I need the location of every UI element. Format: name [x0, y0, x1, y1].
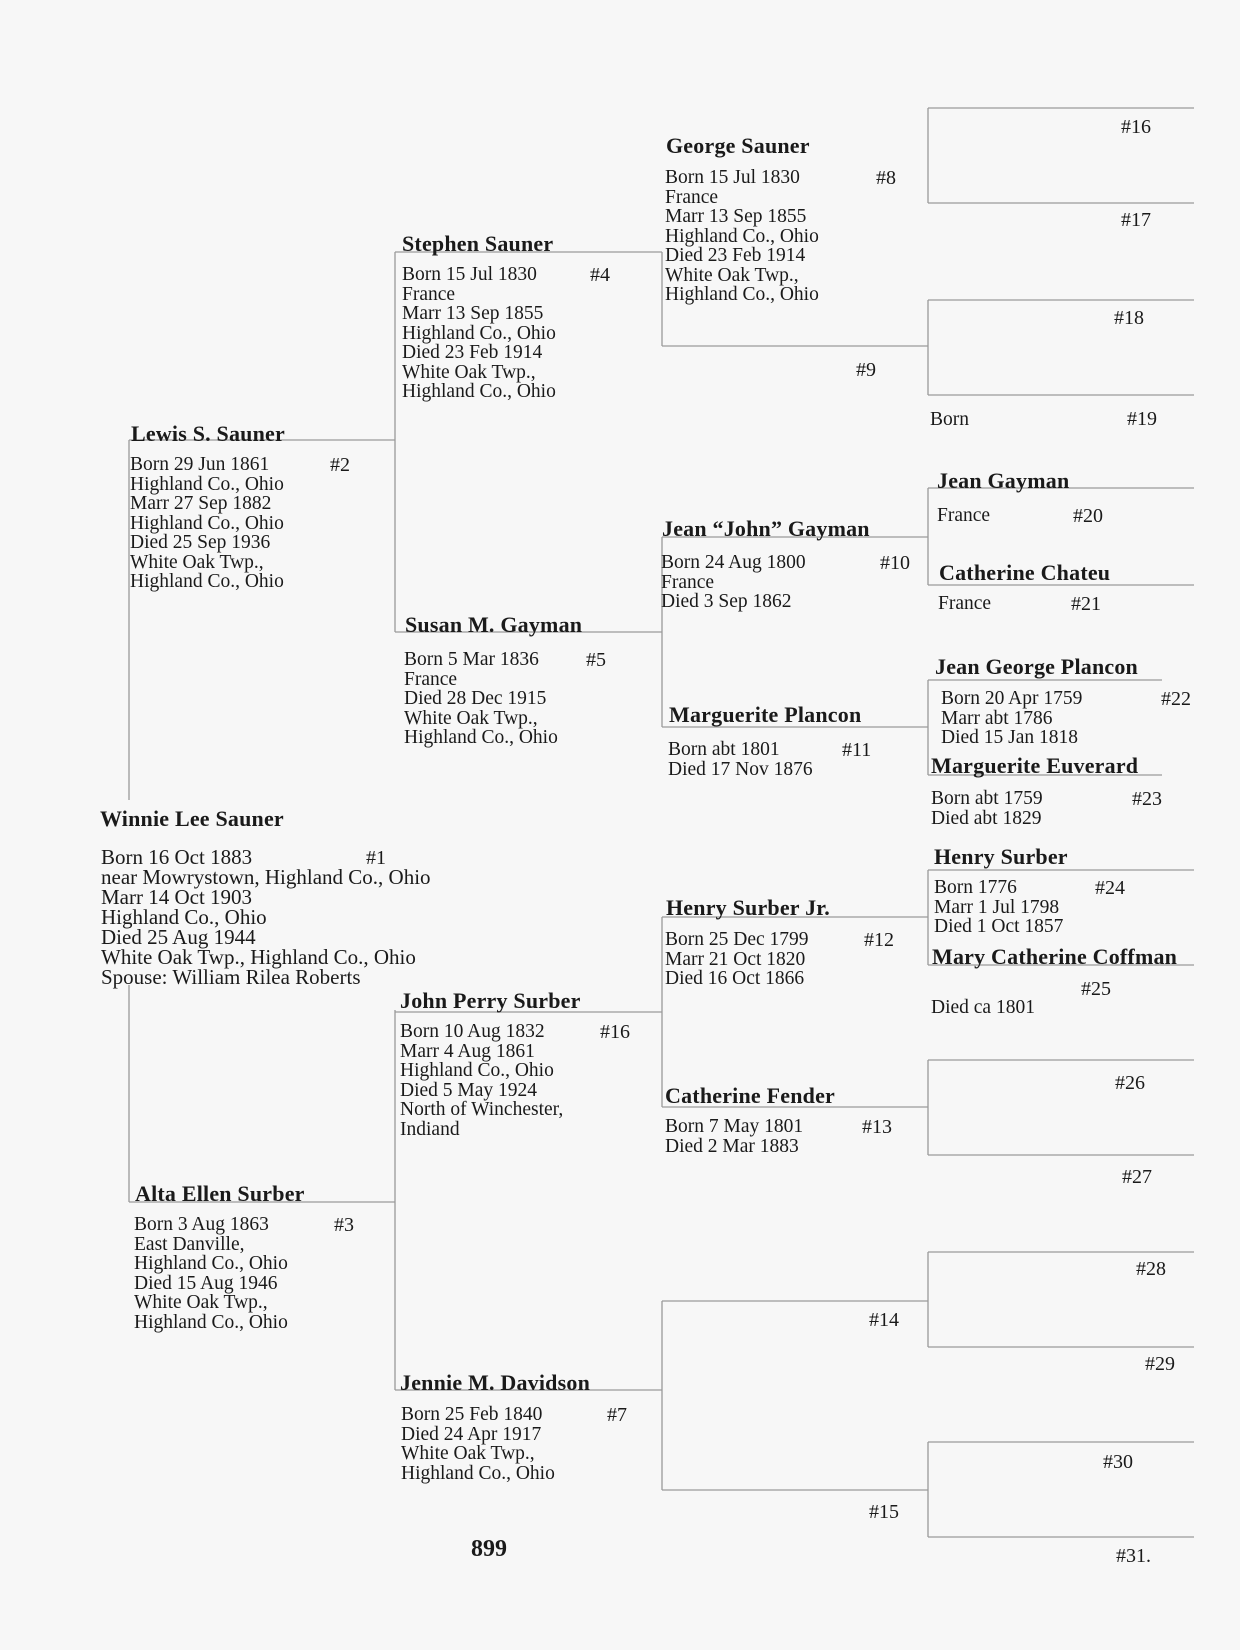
person-7-details	[401, 1405, 555, 1483]
person-19-born: Born	[930, 409, 969, 430]
person-7-line: White Oak Twp.,	[401, 1443, 535, 1464]
person-3-line: White Oak Twp.,	[134, 1292, 268, 1313]
person-12-line: Born 25 Dec 1799	[665, 929, 809, 950]
person-3-line: Born 3 Aug 1863	[134, 1214, 269, 1235]
person-1-birth-place: near Mowrystown, Highland Co., Ohio	[101, 865, 431, 889]
person-10-line: Died 3 Sep 1862	[661, 591, 792, 612]
person-21-name: Catherine Chateu	[939, 560, 1111, 585]
person-29-number: #29	[1145, 1353, 1175, 1375]
person-3-number: #3	[334, 1214, 354, 1236]
person-2-line: Highland Co., Ohio	[130, 512, 284, 534]
person-24-name: Henry Surber	[934, 844, 1068, 869]
person-7-name: Jennie M. Davidson	[400, 1370, 591, 1395]
person-2-line: Born 29 Jun 1861	[130, 454, 270, 475]
person-2-line: Highland Co., Ohio	[130, 473, 284, 495]
person-22-name: Jean George Plancon	[935, 654, 1138, 679]
person-8-details	[665, 168, 819, 305]
person-6-line: North of Winchester,	[400, 1099, 564, 1120]
person-12-name: Henry Surber Jr.	[666, 895, 830, 920]
person-4-line: Born 15 Jul 1830	[402, 264, 537, 285]
person-15-number: #15	[869, 1501, 899, 1523]
person-6-details	[400, 1022, 563, 1139]
person-20-place: France	[937, 505, 991, 526]
person-3-line: Highland Co., Ohio	[134, 1253, 288, 1274]
person-3-line: East Danville,	[134, 1233, 245, 1255]
person-22-line: Born 20 Apr 1759	[941, 688, 1083, 709]
person-27-number: #27	[1122, 1166, 1152, 1188]
person-19-number: #19	[1127, 408, 1157, 430]
person-17-number: #17	[1121, 209, 1151, 231]
person-4-line: Died 23 Feb 1914	[402, 342, 543, 363]
person-6-line: Highland Co., Ohio	[400, 1060, 554, 1081]
person-5-line: Highland Co., Ohio	[404, 727, 558, 748]
person-8-line: Highland Co., Ohio	[665, 284, 819, 305]
person-12-line: Marr 21 Oct 1820	[665, 948, 806, 970]
person-2-number: #2	[330, 454, 350, 476]
person-6-line: Marr 4 Aug 1861	[400, 1040, 535, 1062]
person-2-details	[130, 455, 284, 592]
person-6-line: Born 10 Aug 1832	[400, 1021, 545, 1042]
person-4-line: White Oak Twp.,	[402, 361, 536, 383]
person-4-line: Marr 13 Sep 1855	[402, 303, 544, 324]
person-4-line: Highland Co., Ohio	[402, 381, 556, 402]
person-2-line: Marr 27 Sep 1882	[130, 493, 272, 514]
person-24-number: #24	[1095, 877, 1125, 899]
person-1-marriage-place: Highland Co., Ohio	[101, 905, 267, 929]
person-4-number: #4	[590, 264, 610, 286]
person-4-line: Highland Co., Ohio	[402, 322, 556, 344]
person-6-number: #16	[600, 1021, 630, 1043]
person-1-death-place: White Oak Twp., Highland Co., Ohio	[101, 945, 416, 969]
person-11-number: #11	[842, 739, 872, 761]
person-11-name: Marguerite Plancon	[669, 702, 862, 727]
person-11-line: Died 17 Nov 1876	[668, 758, 813, 780]
person-30-number: #30	[1103, 1451, 1133, 1473]
person-8-number: #8	[876, 167, 896, 189]
person-11-details	[668, 740, 813, 779]
person-13-number: #13	[862, 1116, 892, 1138]
person-23-line: Born abt 1759	[931, 788, 1043, 809]
person-23-number: #23	[1132, 788, 1162, 810]
person-1-born: Born 16 Oct 1883	[101, 845, 253, 869]
person-10-number: #10	[880, 552, 910, 574]
person-25-died: Died ca 1801	[931, 997, 1035, 1018]
person-5-name: Susan M. Gayman	[405, 612, 583, 637]
person-6-name: John Perry Surber	[400, 988, 581, 1013]
person-12-details	[665, 930, 809, 989]
person-8-name: George Sauner	[666, 133, 810, 158]
person-22-number: #22	[1161, 688, 1191, 710]
person-31-number: #31.	[1116, 1545, 1151, 1567]
person-5-number: #5	[586, 649, 606, 671]
person-7-line: Died 24 Apr 1917	[401, 1423, 542, 1445]
person-8-line: France	[665, 186, 719, 208]
person-23-name: Marguerite Euverard	[931, 753, 1139, 778]
person-10-details	[661, 553, 806, 612]
person-3-name: Alta Ellen Surber	[135, 1181, 305, 1206]
person-5-line: France	[404, 668, 458, 690]
person-6-line: Died 5 May 1924	[400, 1079, 538, 1101]
person-13-line: Died 2 Mar 1883	[665, 1135, 799, 1157]
person-24-line: Born 1776	[934, 877, 1017, 898]
person-2-line: Highland Co., Ohio	[130, 571, 284, 592]
person-20-name: Jean Gayman	[937, 468, 1070, 493]
person-7-line: Born 25 Feb 1840	[401, 1404, 543, 1425]
person-11-line: Born abt 1801	[668, 739, 780, 760]
person-2-line: Died 25 Sep 1936	[130, 532, 271, 553]
person-10-line: Born 24 Aug 1800	[661, 552, 806, 573]
person-9-number: #9	[856, 359, 876, 381]
person-7-line: Highland Co., Ohio	[401, 1462, 555, 1484]
person-3-line: Died 15 Aug 1946	[134, 1272, 278, 1294]
person-10-name: Jean “John” Gayman	[662, 516, 870, 541]
person-4-details	[402, 265, 556, 402]
person-23-line: Died abt 1829	[931, 807, 1042, 829]
person-8-line: Died 23 Feb 1914	[665, 245, 806, 266]
person-4-line: France	[402, 283, 456, 305]
person-3-line: Highland Co., Ohio	[134, 1311, 288, 1333]
person-8-line: Marr 13 Sep 1855	[665, 206, 807, 227]
person-14-number: #14	[869, 1309, 899, 1331]
person-20-number: #20	[1073, 505, 1103, 527]
person-1-number: #1	[366, 847, 386, 869]
person-2-line: White Oak Twp.,	[130, 551, 264, 573]
person-8-line: White Oak Twp.,	[665, 264, 799, 286]
person-21-number: #21	[1071, 593, 1101, 615]
person-22-line: Died 15 Jan 1818	[941, 727, 1079, 748]
person-8-line: Highland Co., Ohio	[665, 225, 819, 247]
person-12-line: Died 16 Oct 1866	[665, 968, 805, 989]
page-number: 899	[471, 1536, 507, 1562]
person-5-line: Born 5 Mar 1836	[404, 649, 539, 670]
person-1-spouse: Spouse: William Rilea Roberts	[101, 965, 361, 989]
person-2-name: Lewis S. Sauner	[131, 421, 285, 446]
person-13-details	[665, 1117, 803, 1156]
person-6-line: Indiand	[400, 1118, 460, 1140]
person-7-number: #7	[607, 1404, 627, 1426]
person-26-number: #26	[1115, 1072, 1145, 1094]
person-1-died: Died 25 Aug 1944	[101, 925, 256, 949]
person-24-details	[934, 878, 1063, 937]
person-5-line: Died 28 Dec 1915	[404, 688, 547, 709]
person-4-name: Stephen Sauner	[402, 231, 554, 256]
person-18-number: #18	[1114, 307, 1144, 329]
person-25-number: #25	[1081, 978, 1111, 1000]
person-3-details	[134, 1215, 288, 1332]
person-1-name: Winnie Lee Sauner	[100, 806, 284, 831]
person-24-line: Died 1 Oct 1857	[934, 916, 1064, 937]
person-8-line: Born 15 Jul 1830	[665, 167, 800, 188]
person-13-name: Catherine Fender	[665, 1083, 835, 1108]
person-1-marriage: Marr 14 Oct 1903	[101, 885, 253, 909]
person-10-line: France	[661, 571, 715, 593]
person-28-number: #28	[1136, 1258, 1166, 1280]
person-16-number: #16	[1121, 116, 1151, 138]
person-5-line: White Oak Twp.,	[404, 707, 538, 729]
person-12-number: #12	[864, 929, 894, 951]
person-25-name: Mary Catherine Coffman	[932, 944, 1178, 969]
person-13-line: Born 7 May 1801	[665, 1116, 804, 1137]
person-24-line: Marr 1 Jul 1798	[934, 896, 1060, 918]
person-5-details	[404, 650, 558, 748]
person-22-line: Marr abt 1786	[941, 707, 1053, 729]
person-21-place: France	[938, 593, 992, 614]
person-23-details	[931, 789, 1043, 828]
person-22-details	[941, 689, 1082, 748]
